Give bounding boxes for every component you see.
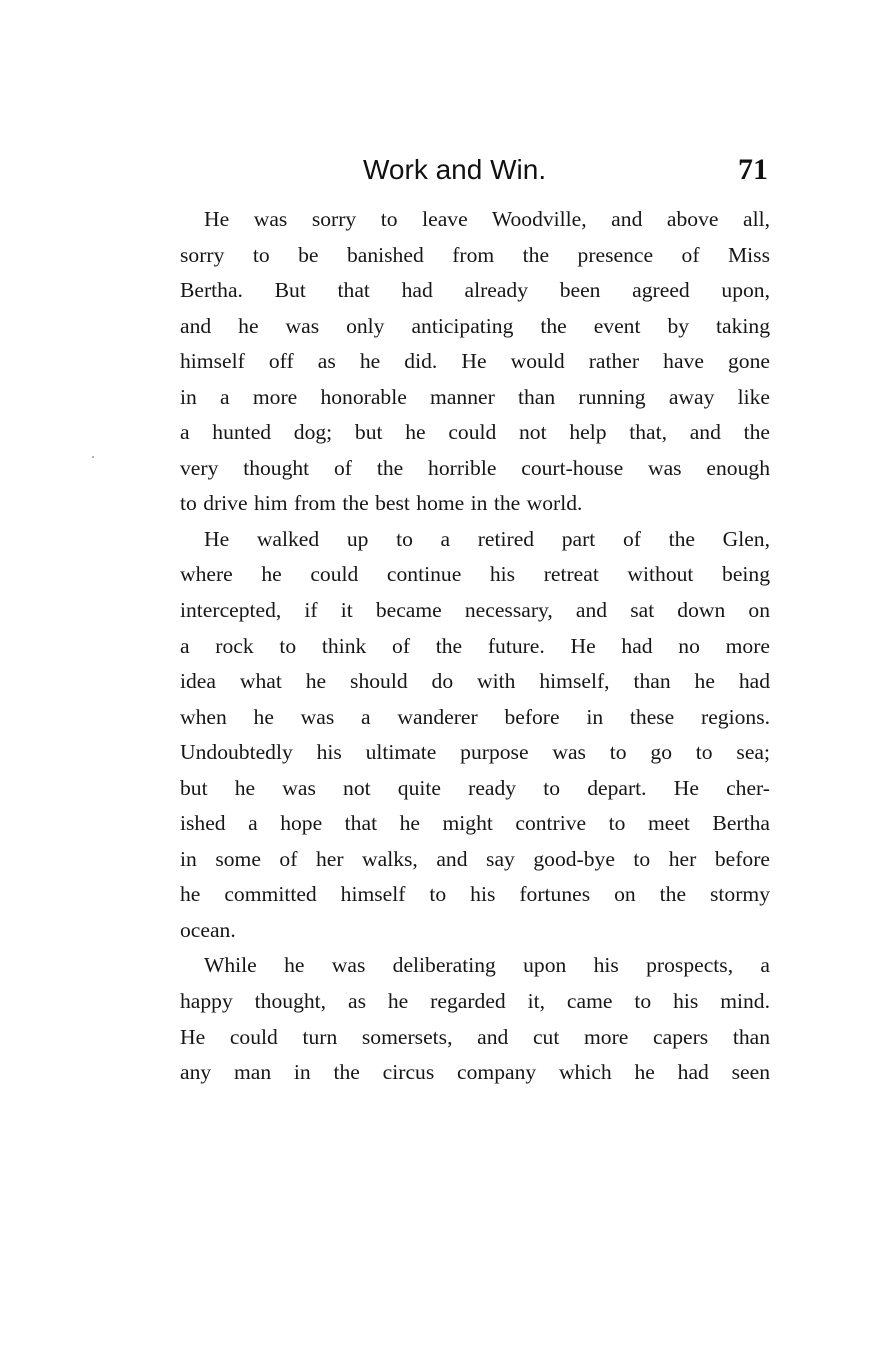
text-line: he committed himself to his fortunes on the stormy bbox=[180, 882, 770, 907]
running-head bbox=[180, 150, 770, 190]
text-line: very thought of the horrible court-house was enough bbox=[180, 455, 770, 480]
text-line: himself off as he did. He would rather have gone bbox=[180, 349, 770, 374]
body-text bbox=[180, 202, 770, 1091]
text-line: any man in the circus company which he had seen bbox=[180, 1060, 770, 1085]
text-line: where he could continue his retreat without being bbox=[180, 562, 770, 587]
text-line: and he was only anticipating the event by taking bbox=[180, 313, 770, 338]
text-line: idea what he should do with himself, than he had bbox=[180, 669, 770, 694]
text-line: While he was deliberating upon his prospects, a bbox=[204, 953, 770, 978]
text-line: happy thought, as he regarded it, came to his mind. bbox=[180, 989, 770, 1014]
text-line: He was sorry to leave Woodville, and above all, bbox=[204, 207, 770, 231]
text-line: Undoubtedly his ultimate purpose was to go to sea; bbox=[180, 740, 770, 765]
text-line: but he was not quite ready to depart. He cher- bbox=[180, 775, 770, 800]
paragraph-2 bbox=[180, 522, 770, 949]
margin-speck bbox=[92, 456, 94, 458]
running-title: Work and Win. bbox=[363, 154, 547, 185]
text-line: ocean. bbox=[180, 917, 236, 942]
text-line: ished a hope that he might contrive to meet Bertha bbox=[180, 811, 770, 836]
text-line: in some of her walks, and say good-bye to her before bbox=[180, 846, 770, 871]
text-line: Bertha. But that had already been agreed upon, bbox=[180, 278, 770, 303]
text-line: a hunted dog; but he could not help that, and the bbox=[180, 420, 770, 445]
text-line: intercepted, if it became necessary, and sat down on bbox=[180, 598, 770, 623]
text-line: He walked up to a retired part of the Glen, bbox=[204, 526, 770, 551]
text-line: when he was a wanderer before in these regions. bbox=[180, 704, 770, 729]
text-line: a rock to think of the future. He had no more bbox=[180, 633, 770, 658]
text-line: He could turn somersets, and cut more capers than bbox=[180, 1024, 770, 1049]
paragraph-3 bbox=[180, 948, 770, 1090]
text-line: sorry to be banished from the presence of Miss bbox=[180, 242, 770, 267]
text-line: in a more honorable manner than running away like bbox=[180, 384, 770, 409]
paragraph-1 bbox=[180, 202, 770, 522]
page-number: 71 bbox=[738, 153, 768, 186]
text-line: to drive him from the best home in the world. bbox=[180, 491, 583, 516]
